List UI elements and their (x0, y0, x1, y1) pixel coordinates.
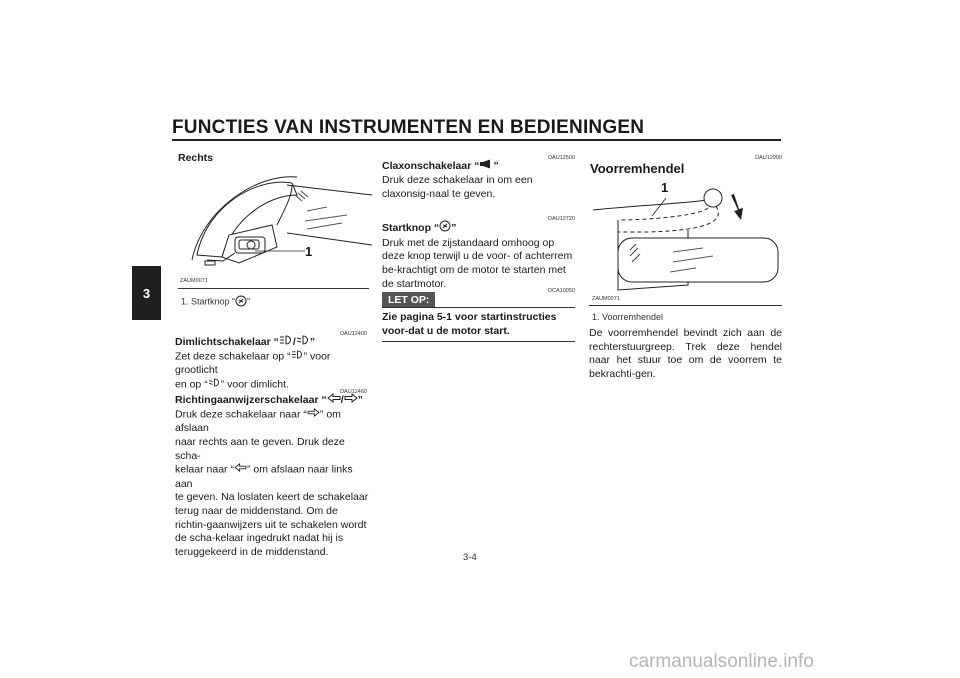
caption-rule (178, 288, 369, 289)
chapter-tab: 3 (132, 266, 161, 320)
section-richtingaanwijzerschakelaar: Richtingaanwijzerschakelaar “ / ” Druk deze schakelaar naar “ ” om afslaan naar rechts aan te geven. Druk deze scha- kelaar naar “ ” om afslaan naar links aan te geven. Na loslaten keert de schakelaar terug naar de middenstand. Om de richtin-gaanwijzers uit te schakelen wordt de scha-kelaar ingedrukt nadat hij is teruggekeerd in de middenstand. (175, 394, 369, 559)
section-dimlichtschakelaar: Dimlichtschakelaar “ / ” Zet deze schakelaar op “ ” voor grootlicht en op “ ” voor dimlicht. (175, 336, 331, 391)
figure-caption: 1. Startknop “ ” (181, 295, 250, 309)
turn-left-icon (327, 393, 341, 408)
watermark: carmanualsonline.info (629, 651, 814, 672)
notice-bottom-rule (382, 341, 575, 342)
notice-label: LET OP: (382, 292, 435, 308)
figure-callout-1: 1 (305, 244, 313, 259)
voorremhendel-text: De voorremhendel bevindt zich aan de rechterstuurgreep. Trek deze hendel naar het stuur toe om de voorrem te bekrachti-gen. (589, 327, 782, 381)
section-startknop: Startknop “ ” Druk met de zijstandaard omhoog op deze knop terwijl u de voor- of achterrem be-krachtigt om de motor te starten met de startmotor. (382, 220, 577, 292)
section-code: DAU12400 (340, 331, 367, 337)
page-title: FUNCTIES VAN INSTRUMENTEN EN BEDIENINGEN (172, 117, 645, 138)
high-beam-icon (291, 350, 304, 364)
horn-icon (479, 159, 493, 174)
figure-code: ZAUM0071 (180, 278, 208, 284)
turn-right-icon (307, 408, 320, 422)
section-heading-voorremhendel: Voorremhendel (590, 161, 685, 176)
section-code: DAU12900 (755, 155, 782, 161)
notice-code: DCA10050 (548, 288, 575, 294)
section-code: DAU12720 (548, 216, 575, 222)
low-beam-icon (296, 335, 310, 350)
section-claxonschakelaar: Claxonschakelaar “ ” Druk deze schakelaar in om een claxonsig-naal te geven. (382, 160, 533, 200)
section-code: DAU12500 (548, 155, 575, 161)
front-brake-lever-illustration (588, 180, 784, 304)
section-heading-rechts: Rechts (178, 152, 214, 164)
turn-right-icon (344, 393, 358, 408)
page-number: 3-4 (463, 552, 477, 563)
figure-caption: 1. Voorremhendel (592, 312, 664, 322)
notice-top-rule (382, 307, 575, 308)
start-button-icon (439, 220, 451, 237)
notice-text: Zie pagina 5-1 voor startinstructies voor-dat u de motor start. (382, 311, 557, 337)
right-handlebar-switch-illustration (177, 165, 373, 287)
figure-code: ZAUM0071 (592, 296, 620, 302)
title-rule (172, 139, 781, 141)
high-beam-icon (279, 335, 293, 350)
start-button-icon (235, 295, 247, 309)
figure-callout-1: 1 (661, 180, 669, 195)
caption-rule (589, 305, 782, 306)
turn-left-icon (234, 463, 247, 477)
section-code: DAU12460 (340, 389, 367, 395)
